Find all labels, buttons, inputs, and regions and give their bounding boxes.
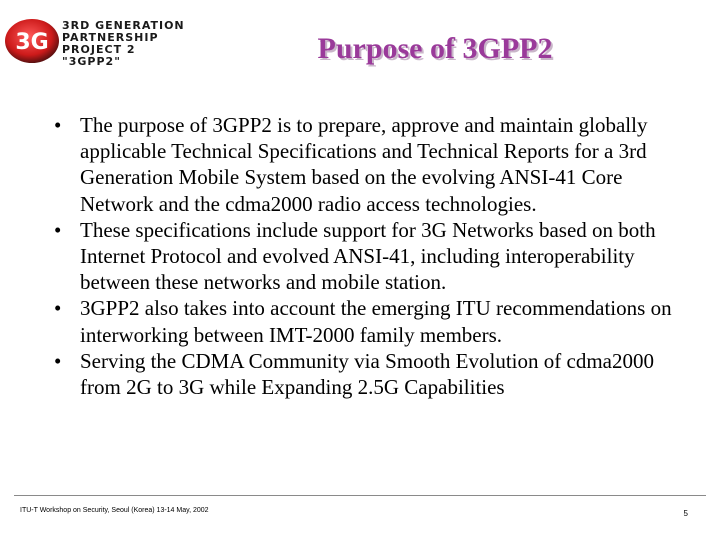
footer-text: ITU-T Workshop on Security, Seoul (Korea) 13-14 May, 2002 [20,507,209,514]
bullet-icon: • [54,217,62,242]
bullet-list [54,112,694,400]
bullet-item [54,295,694,347]
3g-logo-icon [0,8,60,74]
page-number: 5 [683,509,688,518]
bullet-icon: • [54,348,62,373]
bullet-item [54,217,694,296]
logo-mark: 3G [15,30,49,55]
logo-line: PARTNERSHIP [62,31,159,44]
footer-divider [14,495,706,496]
logo-line: 3RD GENERATION [62,19,185,32]
bullet-icon: • [54,113,62,137]
bullet-icon: • [54,296,62,321]
slide-title: Purpose of 3GPP2 [317,32,553,65]
bullet-text: Serving the CDMA Community via Smooth Evolution of cdma2000 from 2G to 3G while Expanding 2.5G Capabilities [80,348,654,400]
bullet-item [54,348,694,400]
logo-line: PROJECT 2 [62,43,136,56]
logo-line: "3GPP2" [62,55,121,68]
bullet-text: 3GPP2 also takes into account the emerging ITU recommendations on interworking between IMT-2000 family members. [80,296,672,347]
bullet-text: The purpose of 3GPP2 is to prepare, approve and maintain globally applicable Technical Specifications and Technical Reports for a 3rd Generation Mobile System based on the evolving ANSI-41 Core Network and the cdma2000 radio access technologies. [80,113,648,216]
bullet-text: These specifications include support for 3G Networks based on both Internet Protocol and evolved ANSI-41, including interoperability between these networks and mobile station. [80,217,656,295]
bullet-item [54,112,694,217]
